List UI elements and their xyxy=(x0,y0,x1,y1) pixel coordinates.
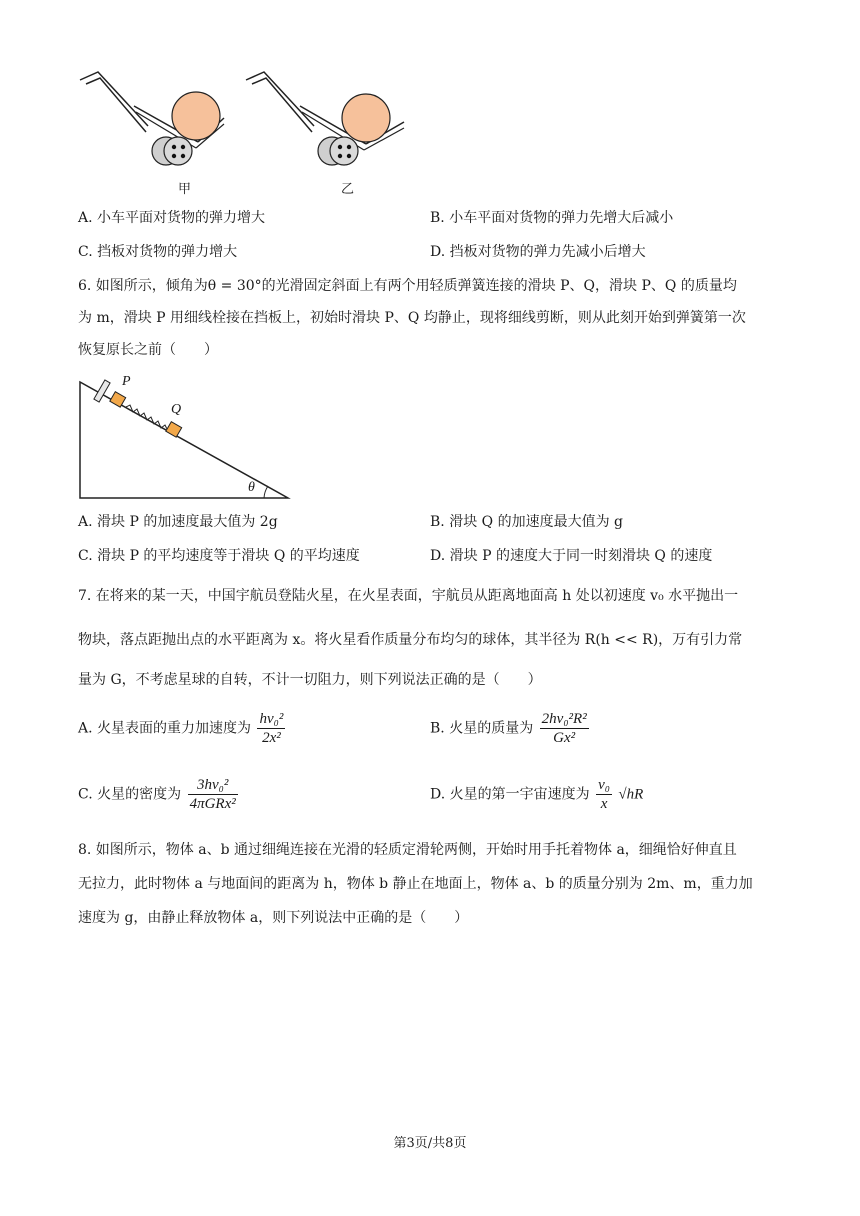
q7-option-c xyxy=(78,776,240,813)
q7-option-a-fraction xyxy=(257,710,285,747)
q7-option-a-text: A. 火星表面的重力加速度为 xyxy=(78,720,252,737)
q6-stem-line2: 为 m，滑块 P 用细线栓接在挡板上，初始时滑块 P、Q 均静止，现将细线剪断，则从此刻开始到弹簧第一次 xyxy=(78,310,746,326)
q7-option-c-fraction xyxy=(188,776,238,813)
q7-option-b-numerator: 2hv₀²R² xyxy=(541,711,587,727)
q7-option-d-denominator: x xyxy=(600,796,608,812)
q6-option-a: A. 滑块 P 的加速度最大值为 2g xyxy=(78,514,278,530)
q6-stem-line3: 恢复原长之前（ ） xyxy=(78,342,218,358)
q7-stem-line3: 量为 G，不考虑星球的自转，不计一切阻力，则下列说法正确的是（ ） xyxy=(78,672,542,688)
q7-option-c-denominator: 4πGRx² xyxy=(189,796,236,812)
q6-option-d: D. 滑块 P 的速度大于同一时刻滑块 Q 的速度 xyxy=(430,548,713,564)
q8-stem-line3: 速度为 g，由静止释放物体 a，则下列说法中正确的是（ ） xyxy=(78,910,469,926)
q6-stem-line1: 6. 如图所示，倾角为θ = 30°的光滑固定斜面上有两个用轻质弹簧连接的滑块 P、Q，滑块 P、Q 的质量均 xyxy=(78,278,737,294)
q7-option-a-numerator: hv₀² xyxy=(259,711,284,727)
q7-option-d xyxy=(430,776,643,813)
q5-option-d: D. 挡板对货物的弹力先减小后增大 xyxy=(430,244,646,260)
cart-figure xyxy=(78,64,418,199)
q6-option-c: C. 滑块 P 的平均速度等于滑块 Q 的平均速度 xyxy=(78,548,360,564)
q7-option-d-fraction xyxy=(596,776,612,813)
q7-option-b xyxy=(430,710,591,747)
q7-option-a xyxy=(78,710,287,747)
incline-label-q: Q xyxy=(171,402,182,417)
q5-option-b: B. 小车平面对货物的弹力先增大后减小 xyxy=(430,210,674,226)
cart-yi xyxy=(246,72,404,165)
q7-option-b-text: B. 火星的质量为 xyxy=(430,720,534,737)
q7-option-c-numerator: 3hv₀² xyxy=(188,776,238,795)
fig5-label-jia: 甲 xyxy=(178,182,192,197)
q7-option-a-denominator: 2x² xyxy=(262,730,281,746)
q7-option-b-denominator: Gx² xyxy=(553,730,576,746)
q7-option-d-sqrt: √hR xyxy=(618,786,644,803)
incline-label-theta: θ xyxy=(248,480,255,495)
q7-stem-line1: 7. 在将来的某一天，中国宇航员登陆火星，在火星表面，宇航员从距离地面高 h 处以初速度 v₀ 水平抛出一 xyxy=(78,588,739,604)
q7-option-c-text: C. 火星的密度为 xyxy=(78,786,182,803)
fig5-label-yi: 乙 xyxy=(341,182,355,197)
q6-option-b: B. 滑块 Q 的加速度最大值为 g xyxy=(430,514,623,530)
cart-jia xyxy=(80,72,224,165)
q7-stem-line2: 物块，落点距抛出点的水平距离为 x。将火星看作质量分布均匀的球体，其半径为 R(h << R)，万有引力常 xyxy=(78,632,743,648)
q7-option-b-fraction xyxy=(540,710,589,747)
q8-stem-line2: 无拉力，此时物体 a 与地面间的距离为 h，物体 b 静止在地面上，物体 a、b 的质量分别为 2m、m，重力加 xyxy=(78,876,753,892)
q7-option-d-numerator: v₀ xyxy=(598,777,610,793)
incline-figure xyxy=(78,374,293,502)
incline-label-p: P xyxy=(122,374,131,389)
q5-option-c: C. 挡板对货物的弹力增大 xyxy=(78,244,238,260)
q5-option-a: A. 小车平面对货物的弹力增大 xyxy=(78,210,266,226)
q8-stem-line1: 8. 如图所示，物体 a、b 通过细绳连接在光滑的轻质定滑轮两侧，开始时用手托着物体 a，细绳恰好伸直且 xyxy=(78,842,737,858)
page-footer: 第3页/共8页 xyxy=(393,1136,467,1151)
q7-option-d-text: D. 火星的第一宇宙速度为 xyxy=(430,786,590,803)
